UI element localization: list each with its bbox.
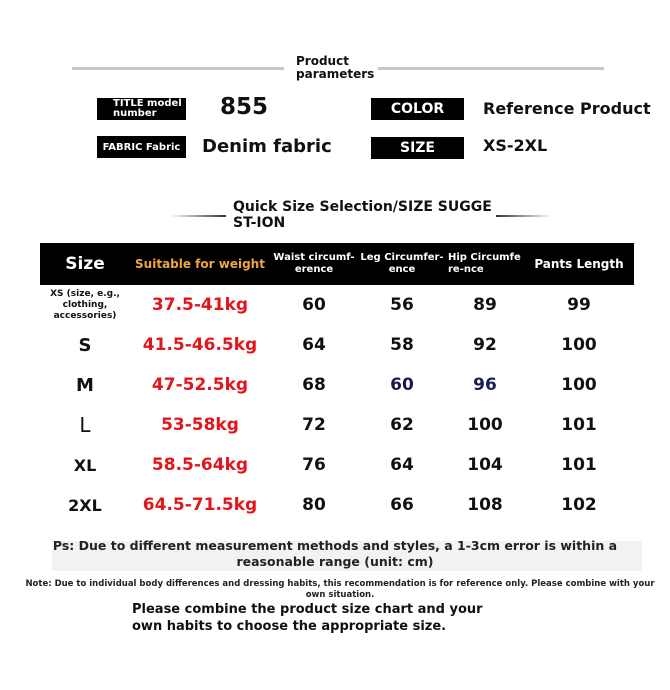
cell-waist: 76 <box>302 455 326 475</box>
cell-length: 102 <box>561 495 597 515</box>
header-waist: Waist circumf-erence <box>270 243 358 285</box>
cell-waist: 64 <box>302 335 326 355</box>
cell-leg: 58 <box>390 335 414 355</box>
label-color <box>371 98 464 120</box>
size-title-line-left <box>170 215 226 217</box>
section-title-product-parameters: Product parameters <box>296 54 375 81</box>
value-color: Reference Product <box>483 99 651 118</box>
cell-size: 2XL <box>68 495 102 515</box>
value-model-number: 855 <box>220 94 269 120</box>
cell-leg: 60 <box>390 375 414 395</box>
cell-length: 100 <box>561 375 597 395</box>
cell-weight: 41.5-46.5kg <box>142 335 258 355</box>
cell-hip: 92 <box>473 335 497 355</box>
table-row <box>40 285 634 325</box>
header-length: Pants Length <box>524 243 634 285</box>
cell-weight: 64.5-71.5kg <box>142 495 258 515</box>
table-header-row <box>40 243 634 285</box>
cell-length: 99 <box>567 295 591 315</box>
cell-weight: 37.5-41kg <box>151 295 249 315</box>
table-row <box>40 485 634 525</box>
cell-size: XS (size, e.g., clothing, accessories) <box>50 288 120 321</box>
cell-size: XL <box>73 455 97 475</box>
cell-hip: 89 <box>473 295 497 315</box>
cell-size: L <box>79 413 91 437</box>
cell-waist: 68 <box>302 375 326 395</box>
cell-hip: 108 <box>467 495 503 515</box>
label-color-text: COLOR <box>390 101 445 117</box>
header-hip: Hip Circumfere-nce <box>446 243 524 285</box>
cell-leg: 62 <box>390 415 414 435</box>
cell-leg: 64 <box>390 455 414 475</box>
table-row <box>40 365 634 405</box>
cell-size: M <box>76 374 94 396</box>
label-size <box>371 137 464 159</box>
cell-hip: 96 <box>473 375 497 395</box>
header-size: Size <box>40 243 130 285</box>
cell-size: S <box>78 334 92 356</box>
advice-text: Please combine the product size chart and your own habits to choose the appropriate size. <box>132 602 483 634</box>
table-row <box>40 325 634 365</box>
label-fabric <box>97 136 186 158</box>
cell-leg: 56 <box>390 295 414 315</box>
reference-note: Note: Due to individual body differences and dressing habits, this recommendation is for reference only. Please combine with your own situation. <box>25 579 655 600</box>
cell-length: 101 <box>561 455 597 475</box>
cell-waist: 72 <box>302 415 326 435</box>
value-size: XS-2XL <box>483 136 548 155</box>
cell-weight: 53-58kg <box>161 415 239 435</box>
size-title-line-right <box>496 215 552 217</box>
divider-right <box>378 67 604 70</box>
value-fabric: Denim fabric <box>202 136 332 157</box>
cell-length: 100 <box>561 335 597 355</box>
table-row <box>40 445 634 485</box>
label-model-number-text: TITLE model number <box>113 98 182 119</box>
section-title-size-suggestion: Quick Size Selection/SIZE SUGGEST-ION <box>233 199 492 231</box>
divider-left <box>72 67 284 70</box>
ps-note: Ps: Due to different measurement methods and styles, a 1-3cm error is within a reasonable range (unit: cm) <box>52 538 618 569</box>
size-table <box>40 243 634 525</box>
cell-length: 101 <box>561 415 597 435</box>
cell-weight: 58.5-64kg <box>151 455 249 475</box>
cell-leg: 66 <box>390 495 414 515</box>
cell-waist: 80 <box>302 495 326 515</box>
cell-weight: 47-52.5kg <box>151 375 249 395</box>
cell-hip: 104 <box>467 455 503 475</box>
label-model-number <box>97 98 186 120</box>
header-leg: Leg Circumfer-ence <box>358 243 446 285</box>
table-row <box>40 405 634 445</box>
label-fabric-text: FABRIC Fabric <box>102 141 181 153</box>
label-size-text: SIZE <box>399 140 435 156</box>
cell-waist: 60 <box>302 295 326 315</box>
cell-hip: 100 <box>467 415 503 435</box>
header-weight: Suitable for weight <box>130 243 270 285</box>
